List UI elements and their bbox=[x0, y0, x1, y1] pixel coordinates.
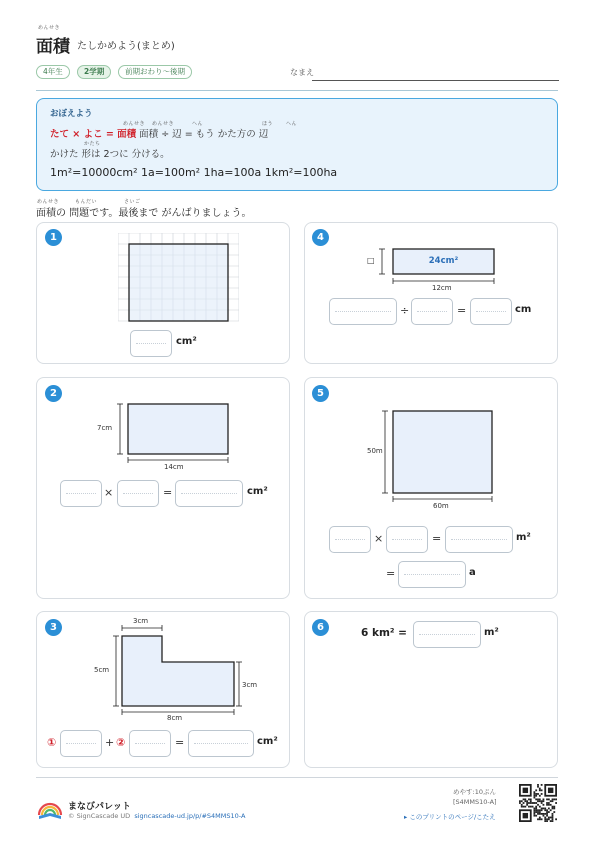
problem-card-4 bbox=[304, 222, 558, 364]
intro-ruby: もんだい bbox=[75, 199, 98, 205]
memo-conversions: 1m²=10000cm² 1a=100m² 1ha=100a 1km²=100ha bbox=[50, 166, 338, 179]
header-divider bbox=[36, 90, 558, 91]
copyright-line bbox=[68, 812, 245, 820]
answer-box-2c[interactable] bbox=[175, 480, 243, 507]
equals-sign-5: = bbox=[432, 532, 442, 545]
unit-label-5: m² bbox=[516, 532, 531, 543]
brand-name: まなびパレット bbox=[68, 802, 131, 812]
answer-box-6[interactable] bbox=[413, 621, 481, 648]
title-ruby: めんせき bbox=[38, 25, 61, 31]
name-line[interactable] bbox=[312, 80, 559, 81]
grade-tag: 4年生 bbox=[36, 65, 70, 79]
page-title: 面積 bbox=[36, 37, 70, 57]
memo-formula-main: たて × よこ = 面積 bbox=[50, 129, 137, 140]
answer-box-5b[interactable] bbox=[386, 526, 428, 553]
unit-label-5b: a bbox=[469, 567, 476, 578]
answer-box-2b[interactable] bbox=[117, 480, 159, 507]
mark-two: ② bbox=[116, 736, 126, 749]
equals-sign-2: = bbox=[163, 486, 173, 499]
page-url-link[interactable]: signcascade-ud.jp/p/#S4MMS10-A bbox=[134, 812, 246, 820]
memo-line2: かけた 形は 2つに 分ける。 bbox=[50, 149, 170, 160]
palette-logo-icon bbox=[36, 794, 64, 820]
answer-box-2a[interactable] bbox=[60, 480, 102, 507]
times-sign-2: × bbox=[104, 486, 114, 499]
rectangle-figure-2 bbox=[115, 402, 235, 472]
unit-label-3: cm² bbox=[257, 736, 278, 747]
memo-ruby: かたち bbox=[84, 141, 101, 147]
answer-box-5c[interactable] bbox=[445, 526, 513, 553]
unknown-side-mark: □ bbox=[367, 256, 375, 265]
rectangle-figure-4 bbox=[372, 247, 498, 289]
right-label-3: 3cm bbox=[242, 681, 258, 689]
term-tag: 2学期 bbox=[77, 65, 111, 79]
divide-sign-4: ÷ bbox=[400, 304, 410, 317]
plus-sign-3: + bbox=[105, 736, 115, 749]
memo-ruby: めんせき bbox=[123, 121, 146, 127]
left-label-3: 5cm bbox=[94, 666, 110, 674]
print-page-link[interactable]: ▸ このプリントのページ/こたえ bbox=[404, 813, 496, 821]
problem-number-4: 4 bbox=[312, 229, 329, 246]
width-label-2: 14cm bbox=[164, 463, 184, 471]
unit-label-6: m² bbox=[484, 627, 499, 638]
problem-number-5: 5 bbox=[312, 385, 329, 402]
times-sign-5: × bbox=[374, 532, 384, 545]
width-label-4: 12cm bbox=[432, 284, 452, 292]
memo-formula-rest: 面積 ÷ 辺 = もう かた方の 辺 bbox=[136, 129, 269, 140]
memo-formula bbox=[50, 126, 268, 140]
memo-heading: おぼえよう bbox=[50, 109, 93, 119]
answer-box-1[interactable] bbox=[130, 330, 172, 357]
bottom-label-3: 8cm bbox=[167, 714, 183, 722]
height-label-2: 7cm bbox=[97, 424, 113, 432]
answer-box-4a[interactable] bbox=[329, 298, 397, 325]
memo-ruby: へん bbox=[286, 121, 298, 127]
unit-label-1: cm² bbox=[176, 336, 197, 347]
intro-ruby: めんせき bbox=[37, 199, 60, 205]
height-label-5: 50m bbox=[367, 447, 383, 455]
memo-ruby: めんせき bbox=[152, 121, 175, 127]
page-subtitle: たしかめよう(まとめ) bbox=[77, 41, 175, 52]
answer-box-3c[interactable] bbox=[188, 730, 254, 757]
problem-number-3: 3 bbox=[45, 619, 62, 636]
unit-label-2: cm² bbox=[247, 486, 268, 497]
answer-box-5d[interactable] bbox=[398, 561, 466, 588]
qr-code-icon[interactable] bbox=[519, 784, 557, 822]
grid-rectangle bbox=[129, 244, 228, 321]
problem-number-1: 1 bbox=[45, 229, 62, 246]
grid-figure bbox=[118, 233, 239, 323]
period-tag: 前期おわり〜後期 bbox=[118, 65, 192, 79]
top-label-3: 3cm bbox=[133, 617, 149, 625]
answer-box-4c[interactable] bbox=[470, 298, 512, 325]
answer-box-5a[interactable] bbox=[329, 526, 371, 553]
problem-number-2: 2 bbox=[45, 385, 62, 402]
copyright-text: © SignCascade UD bbox=[68, 812, 131, 820]
answer-box-3b[interactable] bbox=[129, 730, 171, 757]
l-shape-figure bbox=[112, 624, 250, 716]
equals-sign-5b: = bbox=[386, 567, 396, 580]
equals-sign-4: = bbox=[457, 304, 467, 317]
worksheet-code: [S4MMS10-A] bbox=[453, 798, 497, 806]
time-estimate: めやす:10ぷん bbox=[453, 788, 496, 796]
width-label-5: 60m bbox=[433, 502, 449, 510]
area-label-4: 24cm² bbox=[428, 256, 459, 266]
name-label: なまえ bbox=[290, 68, 314, 77]
answer-box-3a[interactable] bbox=[60, 730, 102, 757]
intro-text: 面積の 問題です。最後まで がんばりましょう。 bbox=[36, 208, 252, 219]
square-figure-5 bbox=[380, 409, 498, 507]
unit-label-4: cm bbox=[515, 304, 532, 315]
footer-divider bbox=[36, 777, 558, 778]
problem-6-lead: 6 km² = bbox=[361, 627, 407, 639]
intro-ruby: さいご bbox=[124, 199, 141, 205]
problem-number-6: 6 bbox=[312, 619, 329, 636]
answer-box-4b[interactable] bbox=[411, 298, 453, 325]
equals-sign-3: = bbox=[175, 736, 185, 749]
mark-one: ① bbox=[47, 736, 57, 749]
memo-ruby: へん bbox=[192, 121, 204, 127]
memo-ruby: ほう bbox=[262, 121, 274, 127]
